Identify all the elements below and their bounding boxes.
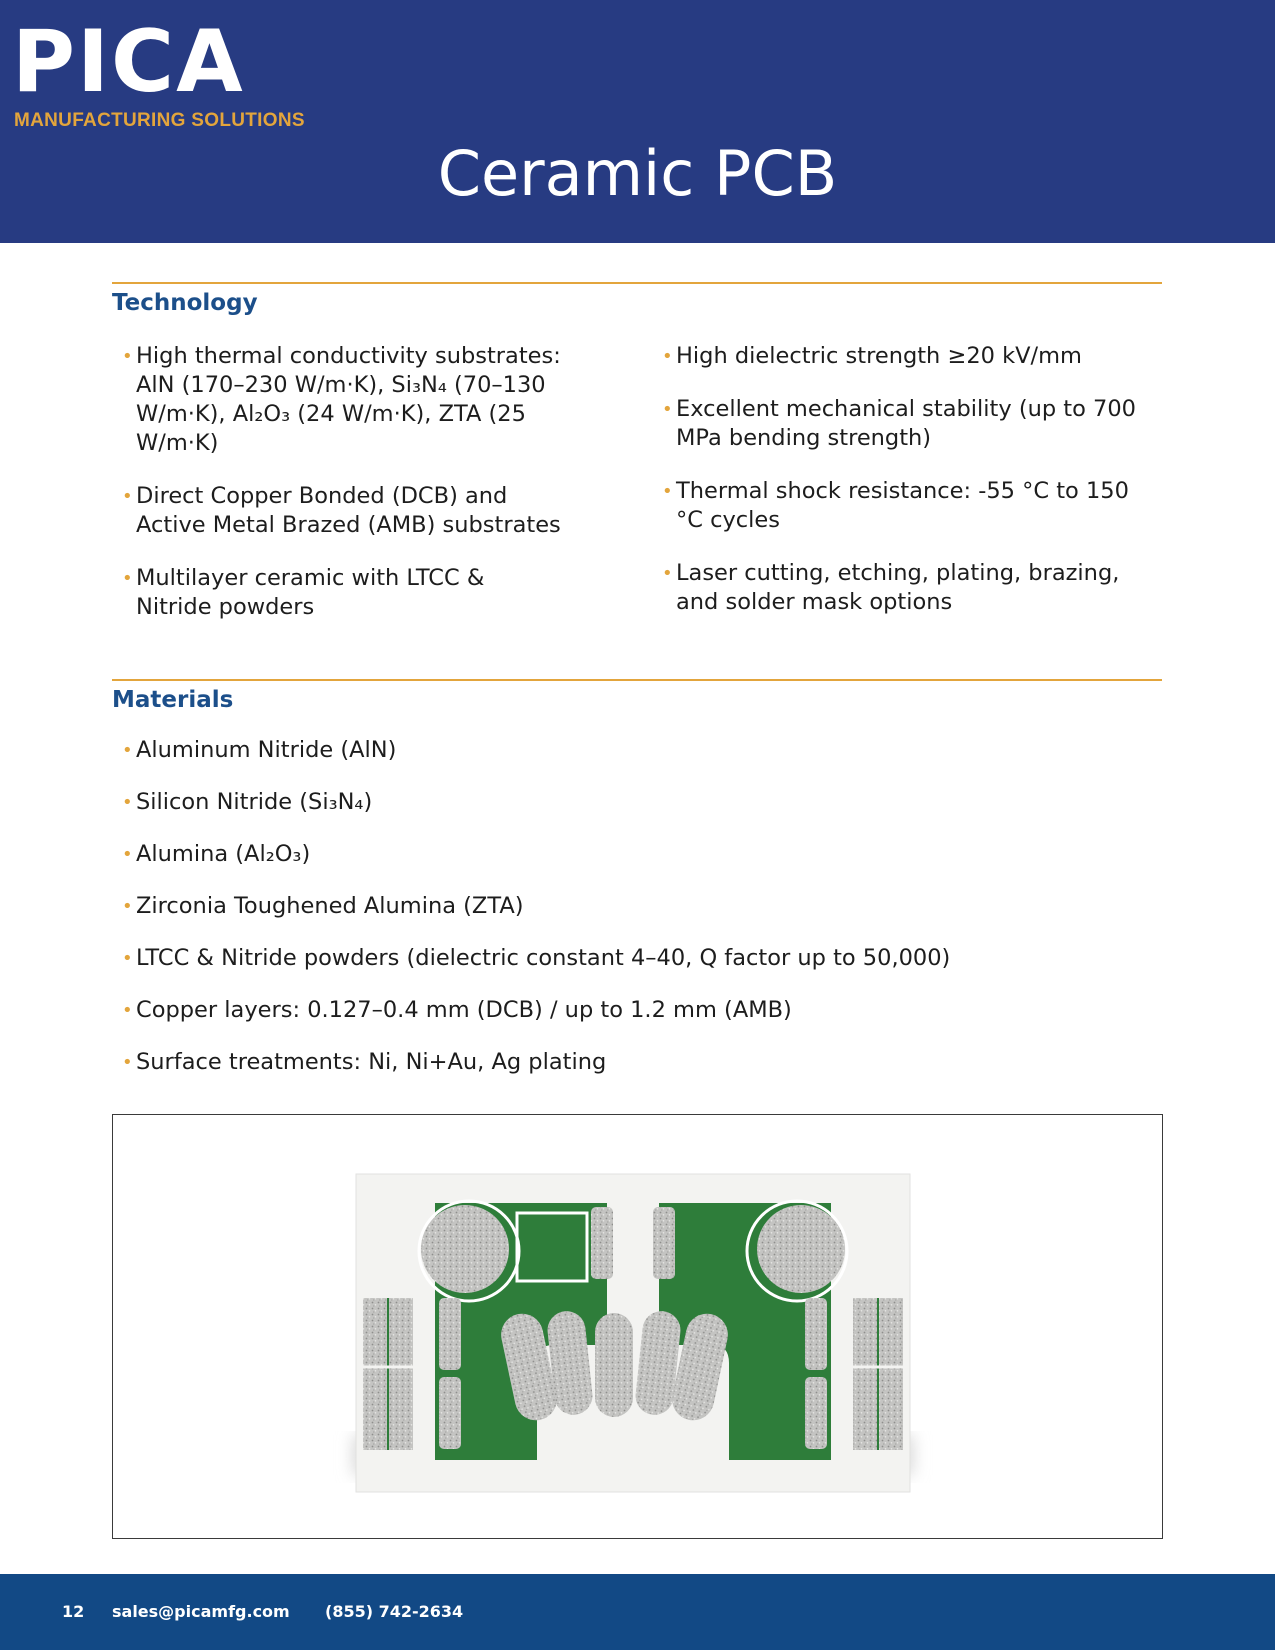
pad-side-right-2 (805, 1377, 827, 1449)
bullet-icon: • (122, 1000, 133, 1021)
bullet-icon: • (122, 346, 133, 367)
section-divider (112, 282, 1162, 284)
bullet-icon: • (662, 346, 673, 367)
bullet-icon: • (122, 792, 133, 813)
bullet-icon: • (122, 568, 133, 589)
list-item: • Zirconia Toughened Alumina (ZTA) (122, 893, 524, 919)
pad-side-left-2 (439, 1377, 461, 1449)
list-item: • LTCC & Nitride powders (dielectric constant 4–40, Q factor up to 50,000) (122, 945, 951, 971)
bullet-icon: • (122, 948, 133, 969)
bullet-icon: • (122, 844, 133, 865)
technology-list-left (112, 342, 562, 646)
bullet-icon: • (122, 896, 133, 917)
bullet-icon: • (662, 563, 673, 584)
page-title: Ceramic PCB (437, 137, 838, 210)
bullet-icon: • (122, 1052, 133, 1073)
technology-heading: Technology (112, 290, 258, 316)
section-divider (112, 679, 1162, 681)
pad-top-right (653, 1207, 675, 1279)
list-item: • Silicon Nitride (Si₃N₄) (122, 789, 373, 815)
list-item: • Aluminum Nitride (AlN) (122, 737, 397, 763)
technology-list-right (652, 342, 1152, 641)
pad-round-right (757, 1205, 845, 1293)
pad-round-left (421, 1205, 509, 1293)
header-banner (0, 0, 1275, 243)
materials-list (112, 736, 1162, 1100)
pad-side-left-1 (439, 1298, 461, 1370)
list-item: • Thermal shock resistance: -55 °C to 150 °C cycles (662, 478, 1129, 533)
ceramic-pcb-photo (113, 1115, 1162, 1538)
list-item: • High dielectric strength ≥20 kV/mm (662, 343, 1082, 369)
company-logo: PICA (12, 12, 245, 112)
list-item: • Excellent mechanical stability (up to 700 MPa bending strength) (662, 396, 1136, 451)
pad-side-right-1 (805, 1298, 827, 1370)
bullet-icon: • (122, 740, 133, 761)
list-item: • Laser cutting, etching, plating, brazing, and solder mask options (662, 560, 1120, 615)
list-item: • Alumina (Al₂O₃) (122, 841, 311, 867)
page-number: 12 (62, 1602, 85, 1621)
list-item: • Multilayer ceramic with LTCC & Nitride powders (122, 565, 485, 620)
list-item: • Direct Copper Bonded (DCB) and Active Metal Brazed (AMB) substrates (122, 483, 561, 538)
product-image-frame (112, 1114, 1163, 1539)
bullet-icon: • (662, 399, 673, 420)
logo-tagline: MANUFACTURING SOLUTIONS (14, 110, 305, 131)
materials-heading: Materials (112, 687, 234, 713)
contact-email[interactable]: sales@picamfg.com (112, 1602, 290, 1621)
bullet-icon: • (122, 486, 133, 507)
footer-bar (0, 1574, 1275, 1650)
pad-top-left (591, 1207, 613, 1279)
list-item: • High thermal conductivity substrates: AlN (170–230 W/m·K), Si₃N₄ (70–130 W/m·K), Al₂O₃ (24 W/m·K), ZTA (25 W/m·K) (122, 343, 561, 456)
list-item: • Copper layers: 0.127–0.4 mm (DCB) / up to 1.2 mm (AMB) (122, 997, 792, 1023)
bullet-icon: • (662, 481, 673, 502)
list-item: • Surface treatments: Ni, Ni+Au, Ag plating (122, 1049, 607, 1075)
pad-oval-3 (595, 1313, 633, 1417)
contact-phone[interactable]: (855) 742-2634 (325, 1602, 464, 1621)
